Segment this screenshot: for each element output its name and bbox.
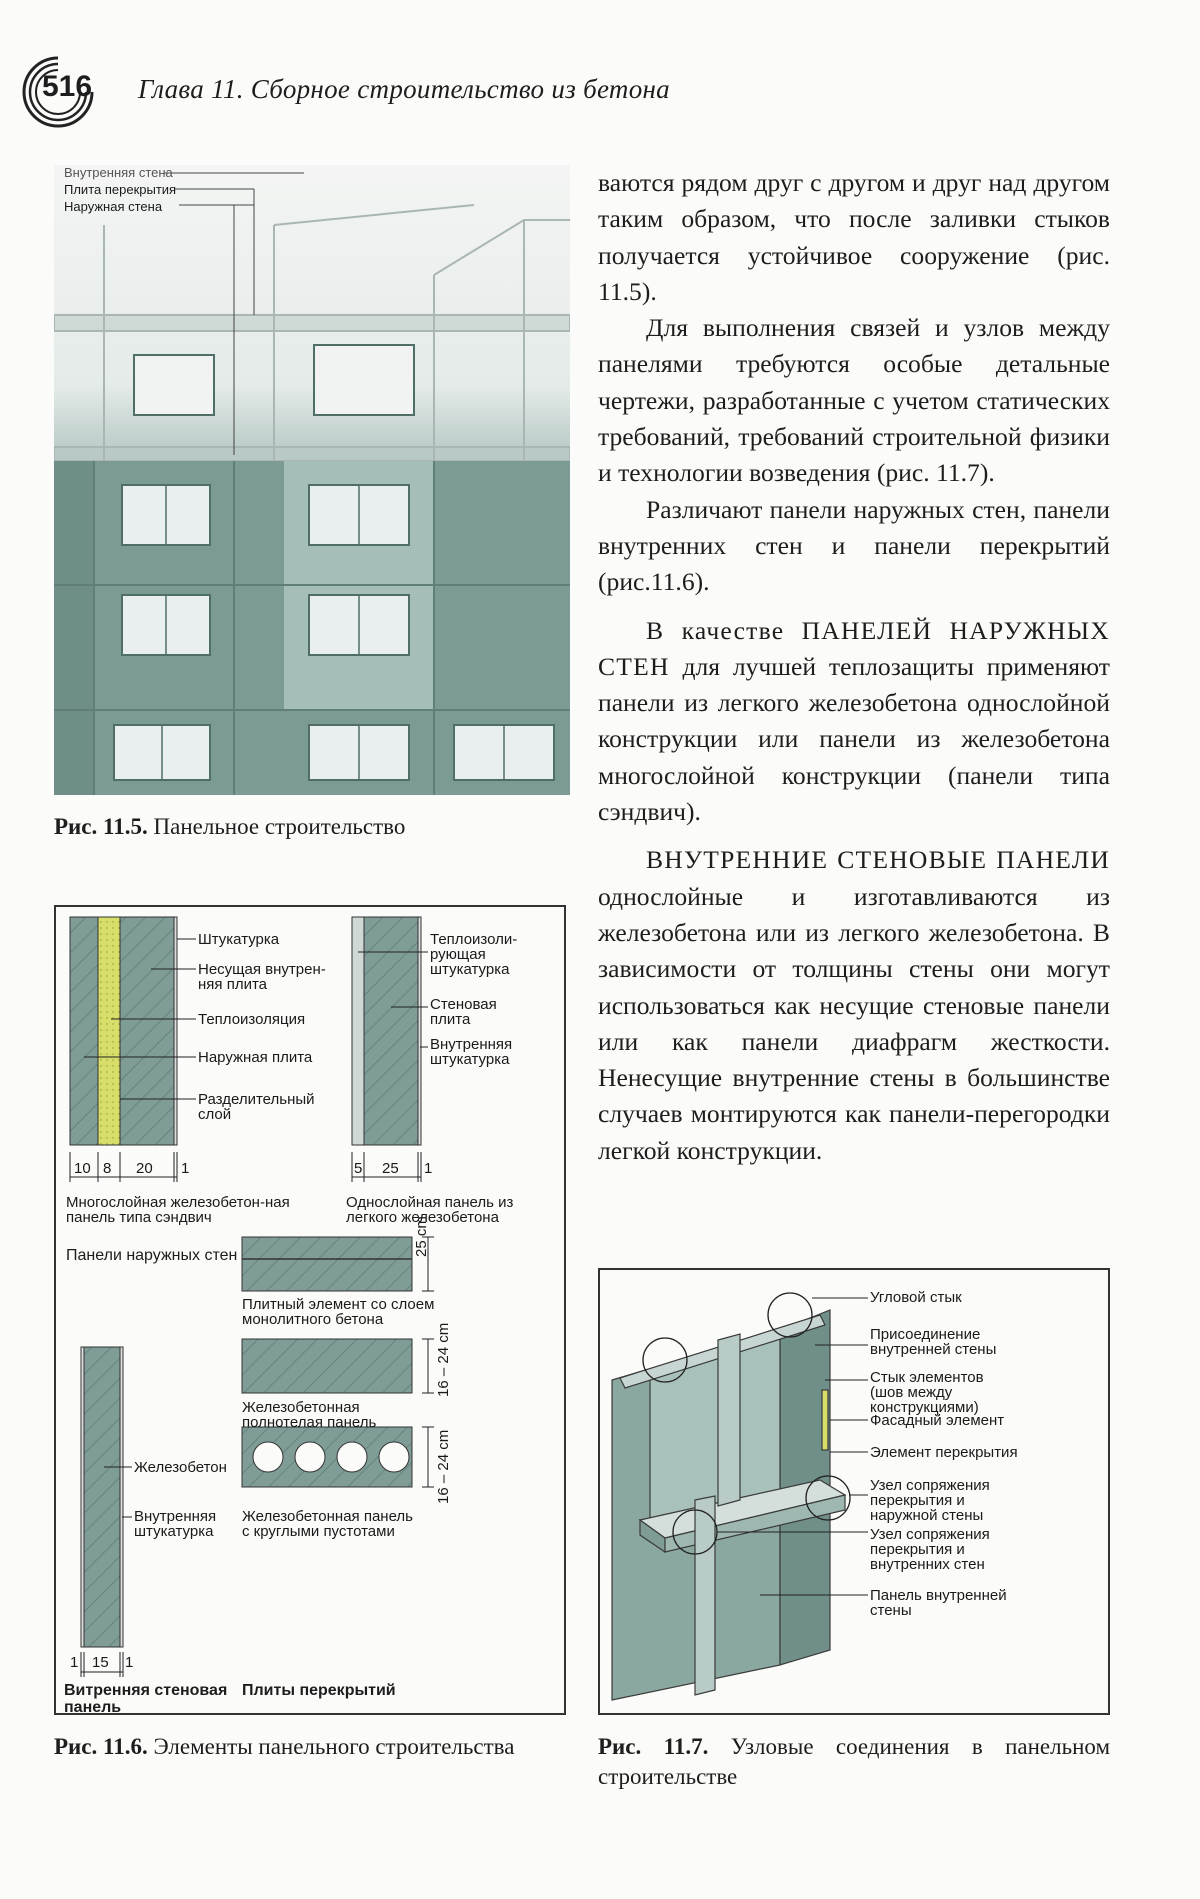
single-label-insulating-plaster: Теплоизоли-рующая штукатурка <box>430 931 518 978</box>
fig-11-7-label-inner-wall-connection: Присоединение внутренней стены <box>870 1326 997 1358</box>
inner-label-plaster: Внутренняя штукатурка <box>134 1508 217 1540</box>
fig-11-5-label-outer-wall: Наружная стена <box>64 199 163 214</box>
outer-walls-title: Панели наружных стен <box>66 1247 238 1264</box>
single-caption: Однослойная панель из легкого железобетона <box>346 1194 514 1226</box>
single-dim-3: 1 <box>424 1160 433 1177</box>
inner-dim-1: 1 <box>70 1654 79 1671</box>
paragraph-3: Различают панели наружных стен, панели внутренних стен и панели перекрытий (рис.11.6). <box>598 494 1110 597</box>
sandwich-caption: Многослойная железобетон-ная панель типа сэндвич <box>66 1194 290 1226</box>
fig-11-5-label-floor-slab: Плита перекрытия <box>64 182 177 197</box>
paragraph-2: Для выполнения связей и узлов между панелями требуются особые детальные чертежи, разработанные с учетом статических требований, требований строительной физики и технологии возведения (рис. 11.7). <box>598 313 1110 488</box>
joint-connections-drawing <box>600 1270 1108 1713</box>
slab3-dim: 16 – 24 cm <box>435 1429 452 1504</box>
fig-11-7-label-corner-joint: Угловой стык <box>870 1289 962 1306</box>
inner-wall-caption: Витренняя стеновая панель <box>64 1682 228 1716</box>
paragraph-4: В качестве ПАНЕЛЕЙ НАРУЖНЫХ СТЕН для лучшей теплозащиты применяют панели из легкого железобетона однослойной конструкции или панели из железобетона многослойной конструкции (панели типа сэндвич). <box>598 615 1110 827</box>
fig-11-6-caption: Рис. 11.6. Элементы панельного строительства <box>54 1734 515 1759</box>
body-text-column <box>598 165 1110 1169</box>
fig-11-7-label-floor-element: Элемент перекрытия <box>870 1444 1018 1461</box>
slab2-dim: 16 – 24 cm <box>435 1322 452 1397</box>
fig-11-7-caption: Рис. 11.7. Узловые соединения в панельном строительстве <box>598 1734 1110 1789</box>
slab2-caption: Железобетонная полнотелая панель <box>242 1399 377 1431</box>
fig-11-7-label-inner-wall-panel: Панель внутренней стены <box>870 1587 1007 1619</box>
figure-11-7 <box>598 1268 1110 1715</box>
paragraph-1: ваются рядом друг с другом и друг над другом таким образом, что после заливки стыков получается устойчивое сооружение (рис. 11.5). <box>598 168 1110 306</box>
fig-11-7-label-floor-outer-wall-node: Узел сопряжения перекрытия и наружной стены <box>870 1477 990 1524</box>
sandwich-label-outer-slab: Наружная плита <box>198 1049 313 1066</box>
sandwich-dim-2: 8 <box>103 1160 112 1177</box>
sandwich-dim-4: 1 <box>181 1160 190 1177</box>
inner-dim-2: 15 <box>92 1654 109 1671</box>
panel-building-illustration <box>54 165 570 795</box>
fig-11-7-label-facade-element: Фасадный элемент <box>870 1412 1005 1429</box>
chapter-title: Глава 11. Сборное строительство из бетона <box>138 74 670 104</box>
fig-11-7-label-floor-inner-wall-node: Узел сопряжения перекрытия и внутренних стен <box>870 1526 990 1573</box>
figure-11-6 <box>54 905 566 1715</box>
sandwich-label-separating-layer: Разделительный слой <box>198 1091 315 1123</box>
inner-label-concrete: Железобетон <box>134 1459 227 1476</box>
sandwich-label-bearing-slab: Несущая внутрен-няя плита <box>198 961 326 993</box>
sandwich-dim-3: 20 <box>136 1160 153 1177</box>
paragraph-5: ВНУТРЕННИЕ СТЕНОВЫЕ ПАНЕЛИ однослойные и изготавливаются из железобетона или из легкого железобетона. В зависимости от толщины стены они могут использоваться как несущие стеновые панели или как панели диафрагм жесткости. Ненесущие внутренние стены в большинстве случаев монтируются как панели-перегородки легкой конструкции. <box>598 845 1110 1165</box>
single-dim-1: 5 <box>354 1160 363 1177</box>
slab1-caption: Плитный элемент со слоем монолитного бетона <box>242 1296 435 1328</box>
inner-dim-3: 1 <box>125 1654 134 1671</box>
fig-11-5-caption: Рис. 11.5. Панельное строительство <box>54 814 406 839</box>
fig-11-7-label-element-joint: Стык элементов (шов между конструкциями) <box>870 1369 984 1416</box>
page-number: 516 <box>42 70 93 103</box>
single-label-inner-plaster: Внутренняя штукатурка <box>430 1036 513 1068</box>
single-dim-2: 25 <box>382 1160 399 1177</box>
fig-11-5-label-inner-wall: Внутренняя стена <box>64 165 173 180</box>
slab1-dim: 25 cm <box>413 1216 430 1257</box>
slabs-title: Плиты перекрытий <box>242 1682 396 1699</box>
sandwich-label-plaster: Штукатурка <box>198 931 280 948</box>
slab3-caption: Железобетонная панель с круглыми пустотами <box>242 1508 413 1540</box>
sandwich-label-insulation: Теплоизоляция <box>198 1011 306 1028</box>
single-label-wall-slab: Стеновая плита <box>430 996 497 1028</box>
sandwich-dim-1: 10 <box>74 1160 91 1177</box>
figure-11-5 <box>54 165 570 795</box>
